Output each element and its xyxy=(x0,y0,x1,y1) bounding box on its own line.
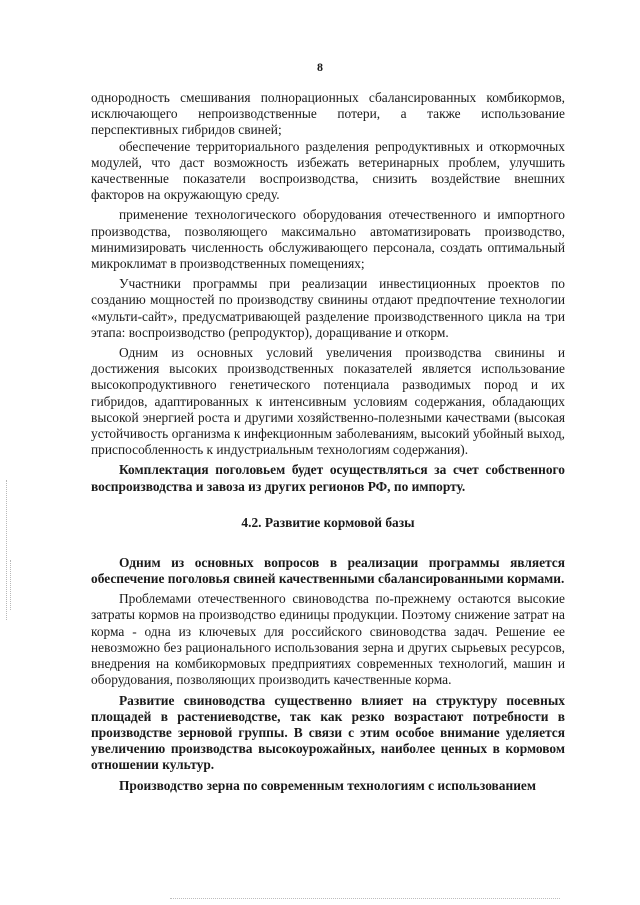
paragraph: Одним из основных вопросов в реализации программы является обеспечение поголовья свиней качественными сбалансированными кормами. xyxy=(91,554,565,587)
margin-scan-marks-lower xyxy=(10,560,14,610)
paragraph: обеспечение территориального разделения репродуктивных и откормочных модулей, что даст возможность избежать ветеринарных проблем, улучшить качественные показатели воспроизводства, снизить воздействие внешних факторов на окружающую среду. xyxy=(91,138,565,203)
paragraph: однородность смешивания полнорационных сбалансированных комбикормов, исключающего непроизводственные потери, а также использование перспективных гибридов свиней; xyxy=(91,90,565,138)
paragraph: Комплектация поголовьем будет осуществляться за счет собственного воспроизводства и завоза из других регионов РФ, по импорту. xyxy=(91,462,565,494)
section-heading: 4.2. Развитие кормовой базы xyxy=(241,514,415,530)
page-number: 8 xyxy=(317,60,323,74)
paragraph: применение технологического оборудования отечественного и импортного производства, позволяющего максимально автоматизировать производство, минимизировать численность обслуживающего персонала, создать оптимальный микроклимат в производственных помещениях; xyxy=(91,207,565,272)
paragraph: Участники программы при реализации инвестиционных проектов по созданию мощностей по производству свинины отдают предпочтение технологии «мульти-сайт», предусматривающей разделение производственного цикла на три этапа: воспроизводство (репродуктор), доращивание и откорм. xyxy=(91,276,565,340)
document-body xyxy=(91,90,565,794)
paragraph: Развитие свиноводства существенно влияет на структуру посевных площадей в растениеводстве, так как резко возрастают потребности в производстве зерновой группы. В связи с этим особое внимание уделяется увеличению производства высокоурожайных, наиболее ценных в кормовом отношении культур. xyxy=(91,692,565,773)
paragraph: Одним из основных условий увеличения производства свинины и достижения высоких производственных показателей является использование высокопродуктивного генетического потенциала разводимых пород и их гибридов, адаптированных к интенсивным условиям содержания, обладающих высокой энергией роста и другими хозяйственно-полезными качествами (высокая устойчивость организма к инфекционным заболеваниям, высокий убойный выход, приспособленность к индустриальным технологиям содержания). xyxy=(91,345,565,458)
bottom-dotted-rule xyxy=(170,898,560,899)
paragraph: Проблемами отечественного свиноводства по-прежнему остаются высокие затраты кормов на производство единицы продукции. Поэтому снижение затрат на корма - одна из ключевых для российского свиноводства задач. Решение ее невозможно без рационального использования зерна и других сырьевых ресурсов, внедрения на комбикормовых предприятиях современных технологий, машин и оборудования, позволяющих производить качественные корма. xyxy=(91,591,565,688)
paragraph: Производство зерна по современным технологиям с использованием xyxy=(119,777,536,793)
